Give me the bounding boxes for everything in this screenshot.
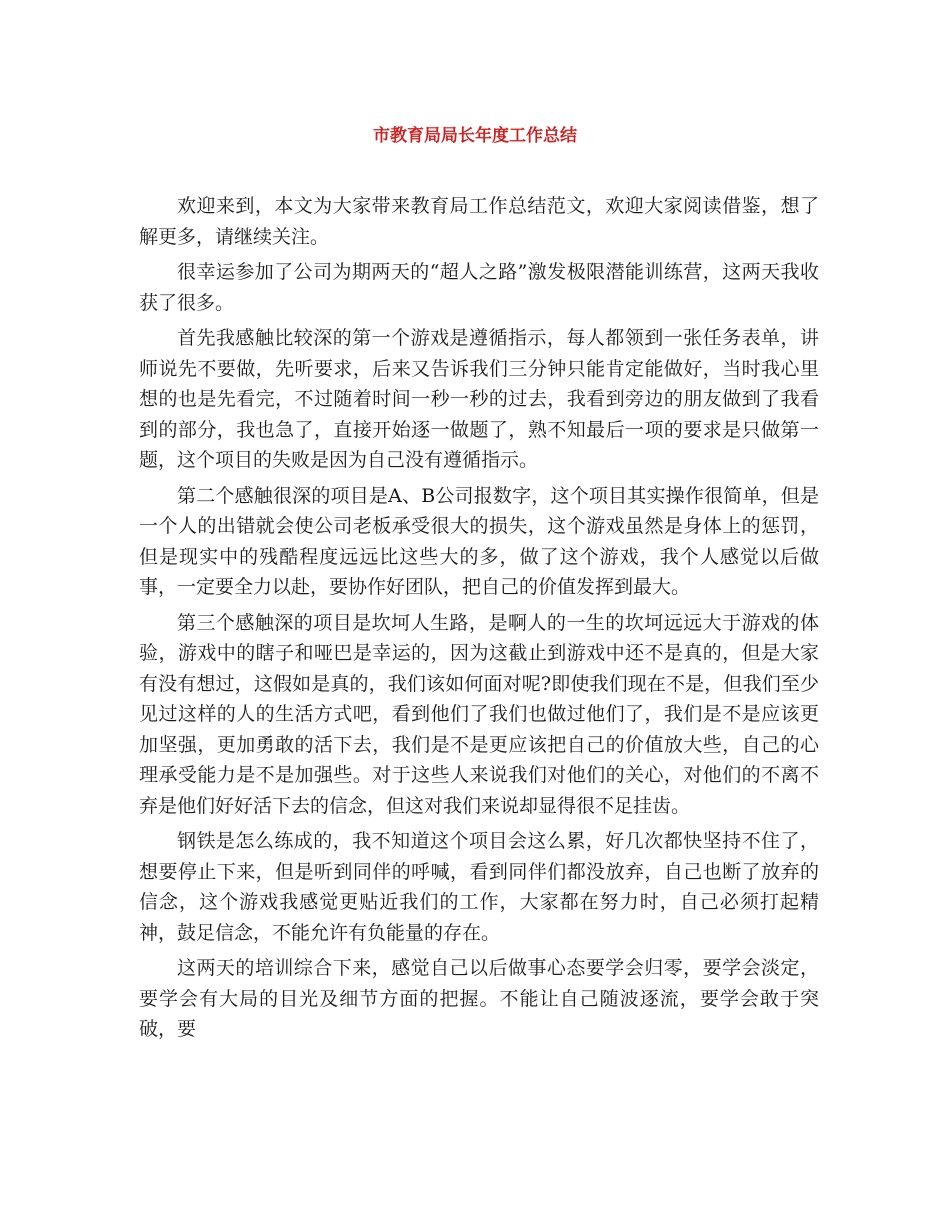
document-body (139, 191, 819, 1050)
paragraph: 第二个感触很深的项目是A、B公司报数字，这个项目其实操作很简单，但是一个人的出错就会使公司老板承受很大的损失，这个游戏虽然是身体上的惩罚，但是现实中的残酷程度远远比这些大的多，做了这个游戏，我个人感觉以后做事，一定要全力以赴，要协作好团队，把自己的价值发挥到最大。 (139, 484, 819, 598)
paragraph: 欢迎来到，本文为大家带来教育局工作总结范文，欢迎大家阅读借鉴，想了解更多，请继续关注。 (139, 195, 819, 248)
paragraph: 这两天的培训综合下来，感觉自己以后做事心态要学会归零，要学会淡定，要学会有大局的目光及细节方面的把握。不能让自己随波逐流，要学会敢于突破，要 (139, 957, 819, 1040)
paragraph: 钢铁是怎么练成的，我不知道这个项目会这么累，好几次都快坚持不住了，想要停止下来，但是听到同伴的呼喊，看到同伴们都没放弃，自己也断了放弃的信念，这个游戏我感觉更贴近我们的工作，大家都在努力时，自己必须打起精神，鼓足信念，不能允许有负能量的存在。 (139, 830, 819, 944)
paragraph: 很幸运参加了公司为期两天的“超人之路”激发极限潜能训练营，这两天我收获了很多。 (139, 261, 819, 314)
paragraph: 首先我感触比较深的第一个游戏是遵循指示，每人都领到一张任务表单，讲师说先不要做，先听要求，后来又告诉我们三分钟只能肯定能做好，当时我心里想的也是先看完，不过随着时间一秒一秒的过去，我看到旁边的朋友做到了我看到的部分，我也急了，直接开始逐一做题了，熟不知最后一项的要求是只做第一题，这个项目的失败是因为自己没有遵循指示。 (139, 327, 819, 471)
paragraph: 第三个感触深的项目是坎坷人生路，是啊人的一生的坎坷远远大于游戏的体验，游戏中的瞎子和哑巴是幸运的，因为这截止到游戏中还不是真的，但是大家有没有想过，这假如是真的，我们该如何面对呢?即使我们现在不是，但我们至少见过这样的人的生活方式吧，看到他们了我们也做过他们了，我们是不是应该更加坚强，更加勇敢的活下去，我们是不是更应该把自己的价值放大些，自己的心理承受能力是不是加强些。对于这些人来说我们对他们的关心，对他们的不离不弃是他们好好活下去的信念，但这对我们来说却显得很不足挂齿。 (139, 611, 819, 817)
document-title: 市教育局局长年度工作总结 (373, 126, 577, 146)
